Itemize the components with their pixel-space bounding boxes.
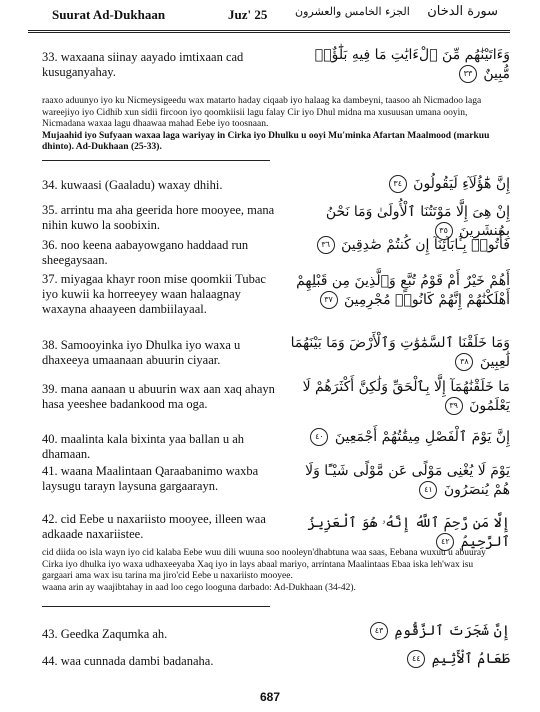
verse-arabic-text: وَمَا خَلَقْنَا ٱلسَّمَٰوَٰتِ وَٱلْأَرْضَ وَمَا بَيْنَهُمَا لَٰعِبِينَ: [290, 335, 510, 370]
verse-arabic: [285, 650, 510, 669]
verse-translation: 36. noo keena aabayowgano haddaad run sheegaysaan.: [42, 238, 249, 267]
commentary-block: [42, 96, 502, 154]
verse-number-mark: ٣٧: [320, 291, 338, 309]
verse-translation: 41. waana Maalintaan Qaraabanimo waxba laysugu tarayn laysuna gargaarayn.: [42, 464, 259, 493]
verse-translation: 43. Geedka Zaqumka ah.: [42, 627, 168, 641]
verse-translation: 34. kuwaasi (Gaaladu) waxay dhihi.: [42, 178, 223, 192]
commentary-text: cid diida oo isla wayn iyo cid kalaba Eebe wuu dili wuuna soo nooleyn'dhabtuna waa saas, Eebana wuxuu u abuuray Cirka iyo dhulka iyo waxa udhaxeeyaba Xaq iyo in lays abaal mariyo, arrintana Maalintaas Ebaa iska leh'wax isu gargaari ama wax isu tarina ma jiro'cid Eebe u naxariisto mooyee.: [42, 548, 486, 581]
verse-translation: 35. arrintu ma aha geerida hore mooyee, mana nihin kuwo la soobixin.: [42, 203, 275, 232]
section-divider: [42, 606, 270, 607]
verse-number-mark: ٤١: [419, 481, 437, 499]
section-divider: [42, 160, 270, 161]
verse-number-mark: ٣٨: [455, 353, 473, 371]
page-header: [10, 4, 528, 28]
verse-arabic: [285, 175, 510, 194]
page-number: 687: [259, 690, 281, 704]
juz-label: Juz' 25: [228, 7, 268, 22]
verse-number-mark: ٣٥: [435, 222, 453, 240]
verse-number-mark: ٣٣: [459, 65, 477, 83]
surah-title: Suurat Ad-Dukhaan: [52, 7, 166, 22]
verse-number-mark: ٤٤: [407, 650, 425, 668]
verse-arabic-text: إِنْ هِىَ إِلَّا مَوْتَتُنَا ٱلْأُولَىٰ وَمَا نَحْنُ بِمُنشَرِينَ: [325, 204, 510, 239]
verse-translation: 40. maalinta kala bixinta yaa ballan u ah dhamaan.: [42, 432, 245, 461]
verse-arabic-text: طَعَامُ ٱلْأَثِيمِ: [431, 651, 510, 667]
verse-translation: 37. miyagaa khayr roon mise qoomkii Tubac iyo kuwii ka horreeyey waan halaagnay waxayna ahaayeen dambiilayaal.: [42, 272, 266, 316]
verse-number-mark: ٣٤: [389, 175, 407, 193]
arabic-juz-label: الجزء الخامس والعشرون: [295, 5, 410, 18]
verse-arabic: [285, 428, 510, 447]
verse-arabic-text: فَأْتُوا۟ بِـَٔابَآئِنَآ إِن كُنتُمْ صَٰدِقِينَ: [341, 237, 510, 253]
verse-number-mark: ٤٠: [310, 428, 328, 446]
verse-number-mark: ٣٩: [445, 397, 463, 415]
verse-arabic-text: يَوْمَ لَا يُغْنِى مَوْلًى عَن مَّوْلًى شَيْـًٔا وَلَا هُمْ يُنصَرُونَ: [305, 463, 510, 498]
verse-arabic: [285, 378, 510, 416]
verse-arabic-text: أَهُمْ خَيْرٌ أَمْ قَوْمُ تُبَّعٍ وَٱلَّذِينَ مِن قَبْلِهِمْ أَهْلَكْنَٰهُمْ إِنَّهُمْ كَانُوا۟ مُجْرِمِينَ: [296, 273, 510, 308]
verse-translation: 42. cid Eebe u naxariisto mooyee, illeen waa adkaade naxariistee.: [42, 512, 266, 541]
verse-translation: 39. mana aanaan u abuurin wax aan xaq ahayn hasa yeeshee badankood ma oga.: [42, 382, 275, 411]
verse-arabic: [285, 622, 510, 641]
verse-arabic-text: إِلَّا مَن رَّحِمَ ٱللَّهُ إِنَّهُۥ هُوَ ٱلْعَزِيزُ ٱلرَّحِيمُ: [307, 515, 510, 550]
verse-translation: 33. waxaana siinay aayado imtixaan cad kusuganyahay.: [42, 50, 244, 79]
verse-number-mark: ٤٢: [436, 533, 454, 551]
verse-translation: 38. Samooyinka iyo Dhulka iyo waxa u dhaxeeya umaanaan abuurin ciyaar.: [42, 338, 241, 367]
commentary-source: waana arin ay waajibtahay in aad loo cego looguna darbado: Ad-Dukhaan (34-42).: [42, 582, 356, 593]
verse-arabic: [285, 334, 510, 372]
commentary-text: raaxo aduunyo iyo ku Nicmeysigeedu wax matarto haday ciqaab iyo halaag ka dambeyni, taasoo ah Nicmadoo laga wareejiyo iyo Cidhib xun sidii fircoon iyo qoomkiisii lagu falay Cir iyo Dhul midna ma xusuusan umana ooyin, Nicmadana waxaa lagu dhaawaa mahad Eebe iyo toosnaan.: [42, 96, 482, 129]
verse-arabic: [285, 272, 510, 310]
commentary-source: Mujaahid iyo Sufyaan waxaa laga wariyay in Cirka iyo Dhulku u ooyi Mu'minka Afartan Maalmood (markuu dhinto). Ad-Dukhaan (25-33).: [42, 130, 490, 152]
header-rule: [28, 30, 510, 33]
verse-arabic: [285, 236, 510, 255]
verse-arabic-text: مَا خَلَقْنَٰهُمَآ إِلَّا بِٱلْحَقِّ وَلَٰكِنَّ أَكْثَرَهُمْ لَا يَعْلَمُونَ: [302, 379, 510, 414]
verse-number-mark: ٣٦: [317, 236, 335, 254]
verse-arabic-text: وَءَاتَيْنَٰهُم مِّنَ ٱلْءَايَٰتِ مَا فِيهِ بَلَٰٓؤٌا۟ مُّبِينٌ: [314, 47, 510, 82]
verse-arabic-text: إِنَّ شَجَرَتَ ٱلزَّقُّومِ: [394, 623, 510, 639]
arabic-surah-title: سورة الدخان: [427, 4, 498, 19]
verse-arabic-text: إِنَّ هَٰٓؤُلَآءِ لَيَقُولُونَ: [413, 176, 510, 192]
verse-arabic-text: إِنَّ يَوْمَ ٱلْفَصْلِ مِيقَٰتُهُمْ أَجْمَعِينَ: [334, 429, 510, 445]
verse-arabic: [285, 46, 510, 84]
commentary-block: [42, 548, 502, 594]
verse-arabic: [285, 462, 510, 500]
verse-translation: 44. waa cunnada dambi badanaha.: [42, 654, 214, 668]
verse-number-mark: ٤٣: [370, 622, 388, 640]
verse-arabic: [285, 514, 510, 552]
